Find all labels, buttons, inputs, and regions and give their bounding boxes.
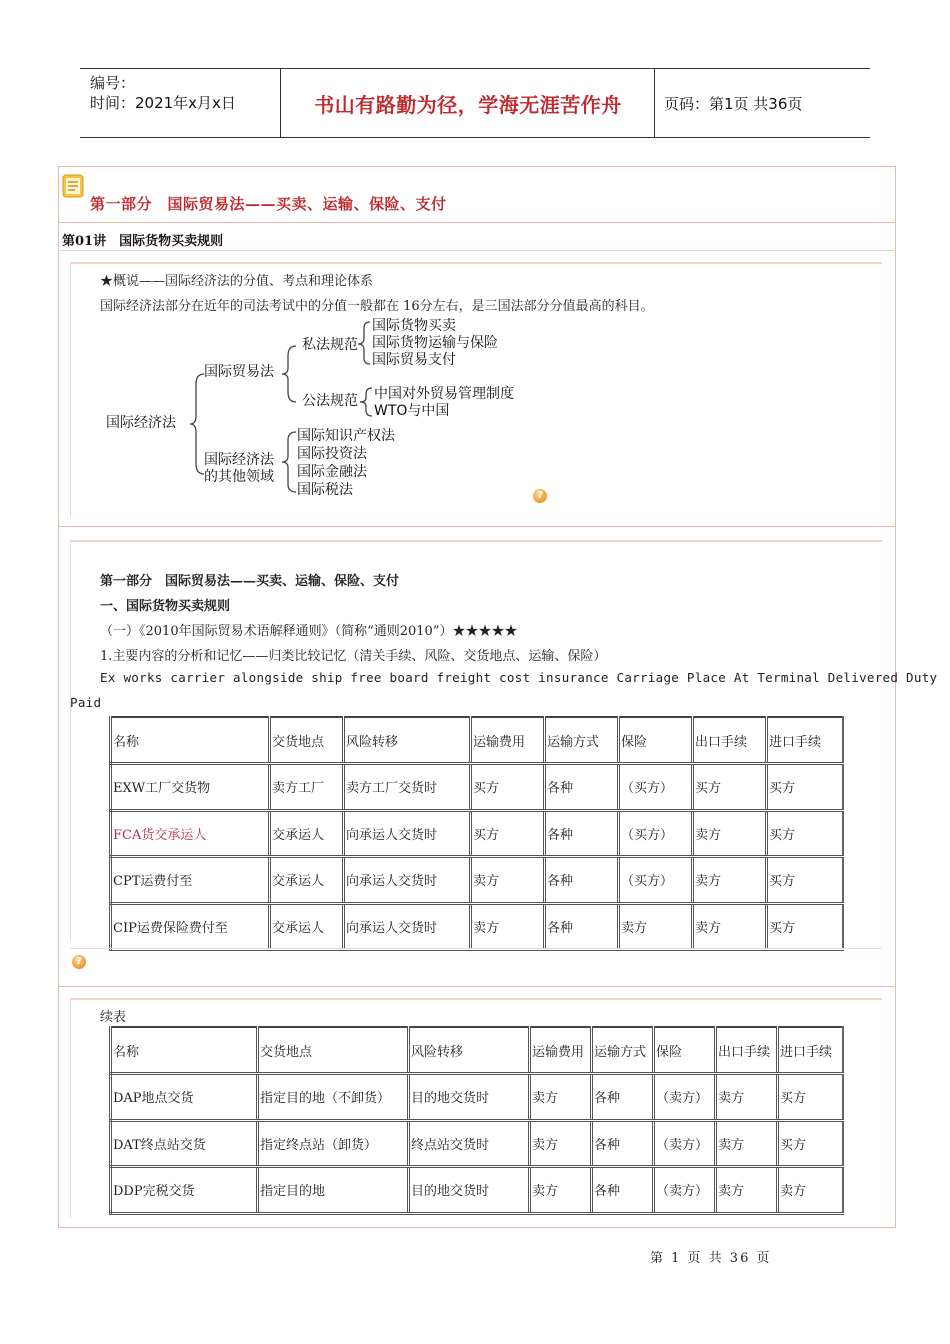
header-divider <box>280 69 281 137</box>
table-header-cell: 风险转移 <box>409 1027 530 1074</box>
table-header-cell: 保险 <box>654 1027 716 1074</box>
overview-body: 国际经济法部分在近年的司法考试中的分值一般都在 16分左右，是三国法部分分值最高的科目。 <box>100 299 654 314</box>
table-row <box>111 1167 843 1214</box>
point-1: 1.主要内容的分析和记忆——归类比较记忆（清关手续、风险、交货地点、运输、保险） <box>100 649 607 664</box>
diagram-private-item: 国际货物运输与保险 <box>372 335 498 351</box>
law-system-diagram <box>100 312 560 508</box>
header-meta <box>90 73 236 113</box>
incoterms-table-2 <box>109 1026 844 1215</box>
table-cell: 向承运人交货时 <box>344 857 471 904</box>
table-cell: EXW工厂交货物 <box>111 764 270 811</box>
table-cell: 卖方 <box>716 1074 778 1121</box>
table-header-cell: 运输方式 <box>592 1027 654 1074</box>
table-cell: 向承运人交货时 <box>344 903 471 950</box>
table-cell: 卖方 <box>716 1120 778 1167</box>
incoterms-heading: （一）《2010年国际贸易术语解释通则》（简称“通则2010”）★★★★★ <box>100 624 518 639</box>
table-cell: 卖方 <box>530 1167 592 1214</box>
panel-bar <box>70 540 882 542</box>
table-header-cell: 保险 <box>619 717 693 764</box>
table-cell: 指定目的地（不卸货） <box>258 1074 409 1121</box>
table-header-cell: 名称 <box>111 1027 258 1074</box>
part2-subtitle: 一、国际货物买卖规则 <box>100 599 231 614</box>
header-divider <box>654 69 655 137</box>
table-cell: 买方 <box>471 810 545 857</box>
table-cell: 卖方 <box>530 1074 592 1121</box>
table-cell: 交承运人 <box>270 857 344 904</box>
table-header-cell: 进口手续 <box>767 717 843 764</box>
table-row <box>111 764 843 811</box>
frame-divider <box>58 222 896 223</box>
table-cell: 交承运人 <box>270 810 344 857</box>
table-cell: （卖方） <box>654 1074 716 1121</box>
table-header-cell: 交货地点 <box>258 1027 409 1074</box>
diagram-root: 国际经济法 <box>106 415 176 431</box>
diagram-branch-other-line2: 的其他领域 <box>204 469 274 485</box>
table-cell: （买方） <box>619 810 693 857</box>
table-cell: 卖方工厂交货时 <box>344 764 471 811</box>
table-cell: 卖方 <box>471 857 545 904</box>
table-cell: 目的地交货时 <box>409 1167 530 1214</box>
header-page: 页码：第1页 共36页 <box>664 95 803 113</box>
table-cell: 指定终点站（卸货） <box>258 1120 409 1167</box>
lecture-title: 第01讲 国际货物买卖规则 <box>62 234 224 249</box>
table-cell: 卖方 <box>716 1167 778 1214</box>
table-header-cell: 交货地点 <box>270 717 344 764</box>
table-cell: 卖方 <box>693 903 767 950</box>
table-cell: DAT终点站交货 <box>111 1120 258 1167</box>
table-cell: 各种 <box>545 810 619 857</box>
english-terms-line2: Paid <box>70 695 102 710</box>
table-cell: DDP完税交货 <box>111 1167 258 1214</box>
table-cell: 各种 <box>545 857 619 904</box>
help-icon[interactable]: ? <box>533 489 547 503</box>
table-cell: （卖方） <box>654 1120 716 1167</box>
diagram-branch-other-line1: 国际经济法 <box>204 452 274 468</box>
part2-title: 第一部分 国际贸易法——买卖、运输、保险、支付 <box>100 574 400 589</box>
table-row <box>111 903 843 950</box>
frame-divider <box>58 986 896 987</box>
panel-bar <box>70 262 882 264</box>
table-header-cell: 运输费用 <box>530 1027 592 1074</box>
table-cell: 买方 <box>767 764 843 811</box>
table-cell: 卖方 <box>471 903 545 950</box>
table-cell: 买方 <box>778 1074 843 1121</box>
table-cell: 各种 <box>545 903 619 950</box>
table-row <box>111 857 843 904</box>
frame-divider <box>58 250 896 251</box>
diagram-public-item: 中国对外贸易管理制度 <box>374 386 514 402</box>
table-cell: 买方 <box>778 1120 843 1167</box>
panel-border <box>70 540 71 940</box>
table-cell: 卖方 <box>619 903 693 950</box>
table-cell: 指定目的地 <box>258 1167 409 1214</box>
table-cell: 各种 <box>545 764 619 811</box>
panel-bar <box>70 998 882 1000</box>
table-cell: （卖方） <box>654 1167 716 1214</box>
panel-bar <box>70 948 882 949</box>
page-footer: 第 1 页 共 36 页 <box>650 1251 772 1266</box>
section-title: 第一部分 国际贸易法——买卖、运输、保险、支付 <box>90 195 447 213</box>
notes-icon <box>62 174 84 198</box>
table-cell: 买方 <box>767 810 843 857</box>
table-cell: FCA货交承运人 <box>111 810 270 857</box>
table-cell: （买方） <box>619 764 693 811</box>
header-number: 编号： <box>90 74 136 92</box>
diagram-other-item: 国际投资法 <box>297 446 367 462</box>
document-header <box>80 68 870 138</box>
table-row <box>111 1120 843 1167</box>
diagram-branch-trade-law: 国际贸易法 <box>204 364 274 380</box>
diagram-public-item: WTO与中国 <box>374 403 450 419</box>
table-header-cell: 风险转移 <box>344 717 471 764</box>
panel-border <box>70 262 71 517</box>
help-icon[interactable]: ? <box>72 955 86 969</box>
table-header-cell: 运输费用 <box>471 717 545 764</box>
table-row <box>111 1074 843 1121</box>
table-cell: 买方 <box>693 764 767 811</box>
table-cell: CPT运费付至 <box>111 857 270 904</box>
table-cell: （买方） <box>619 857 693 904</box>
frame-divider <box>58 526 896 527</box>
table-cell: 交承运人 <box>270 903 344 950</box>
table-cell: 向承运人交货时 <box>344 810 471 857</box>
table-row <box>111 810 843 857</box>
table-header-cell: 运输方式 <box>545 717 619 764</box>
overview-heading: ★概说——国际经济法的分值、考点和理论体系 <box>100 274 374 289</box>
incoterms-table-1 <box>109 716 844 951</box>
table-cell: 买方 <box>471 764 545 811</box>
panel-border <box>70 998 71 1218</box>
table-header-cell: 出口手续 <box>716 1027 778 1074</box>
diagram-other-item: 国际金融法 <box>297 464 367 480</box>
table-cell: CIP运费保险费付至 <box>111 903 270 950</box>
table-cell: 各种 <box>592 1074 654 1121</box>
continued-label: 续表 <box>100 1010 127 1025</box>
table-cell: 各种 <box>592 1167 654 1214</box>
table-cell: 买方 <box>767 857 843 904</box>
diagram-private-item: 国际货物买卖 <box>372 318 456 334</box>
header-motto: 书山有路勤为径，学海无涯苦作舟 <box>314 93 622 117</box>
diagram-private-law: 私法规范 <box>302 337 358 353</box>
table-header-cell: 名称 <box>111 717 270 764</box>
diagram-public-law: 公法规范 <box>302 393 358 409</box>
table-cell: 买方 <box>767 903 843 950</box>
header-date: 时间：2021年x月x日 <box>90 94 236 112</box>
english-terms-line1: Ex works carrier alongside ship free board freight cost insurance Carriage Place At Terminal Delivered Duty <box>100 670 938 685</box>
table-cell: 卖方 <box>693 810 767 857</box>
table-cell: 各种 <box>592 1120 654 1167</box>
table-header-cell: 出口手续 <box>693 717 767 764</box>
table-cell: 卖方 <box>530 1120 592 1167</box>
table-cell: DAP地点交货 <box>111 1074 258 1121</box>
table-header-row <box>111 1027 843 1074</box>
table-cell: 卖方 <box>693 857 767 904</box>
table-header-row <box>111 717 843 764</box>
diagram-other-item: 国际税法 <box>297 482 353 498</box>
table-cell: 卖方 <box>778 1167 843 1214</box>
diagram-other-item: 国际知识产权法 <box>297 428 395 444</box>
table-cell: 卖方工厂 <box>270 764 344 811</box>
table-cell: 目的地交货时 <box>409 1074 530 1121</box>
table-cell: 终点站交货时 <box>409 1120 530 1167</box>
table-header-cell: 进口手续 <box>778 1027 843 1074</box>
diagram-private-item: 国际贸易支付 <box>372 352 456 368</box>
